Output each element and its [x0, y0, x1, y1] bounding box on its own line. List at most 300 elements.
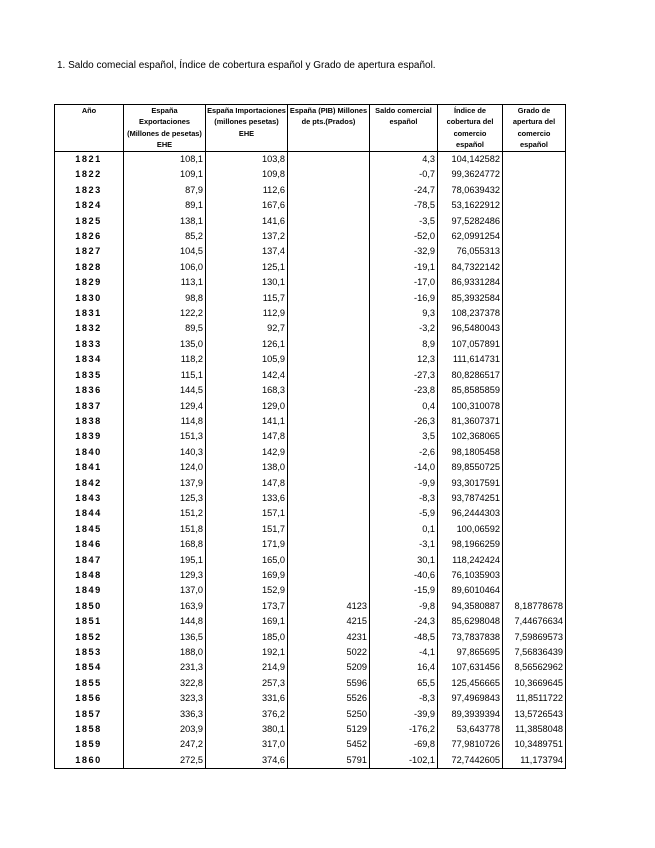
gdp-cell: 5129	[288, 722, 370, 737]
gdp-cell	[288, 244, 370, 259]
imports-cell: 92,7	[206, 321, 288, 336]
coverage-index-cell: 77,9810726	[438, 737, 503, 752]
exports-cell: 136,5	[124, 630, 206, 645]
openness-cell: 8,18778678	[503, 599, 566, 614]
gdp-cell: 5596	[288, 676, 370, 691]
year-cell: 1855	[55, 676, 124, 691]
imports-cell: 374,6	[206, 753, 288, 769]
trade-balance-cell: 0,1	[370, 522, 438, 537]
imports-cell: 157,1	[206, 506, 288, 521]
openness-cell: 11,3858048	[503, 722, 566, 737]
gdp-cell	[288, 183, 370, 198]
year-cell: 1860	[55, 753, 124, 769]
trade-balance-cell: 16,4	[370, 660, 438, 675]
year-cell: 1824	[55, 198, 124, 213]
coverage-index-cell: 89,6010464	[438, 583, 503, 598]
page-title: 1. Saldo comecial español, Índice de cobertura español y Grado de apertura español.	[57, 60, 436, 71]
openness-cell	[503, 337, 566, 352]
year-cell: 1847	[55, 553, 124, 568]
table-row	[55, 614, 566, 629]
trade-balance-cell: -19,1	[370, 260, 438, 275]
exports-cell: 188,0	[124, 645, 206, 660]
openness-cell: 7,56836439	[503, 645, 566, 660]
exports-cell: 144,5	[124, 383, 206, 398]
exports-cell: 231,3	[124, 660, 206, 675]
year-cell: 1838	[55, 414, 124, 429]
coverage-index-cell: 125,456665	[438, 676, 503, 691]
year-cell: 1841	[55, 460, 124, 475]
exports-cell: 336,3	[124, 707, 206, 722]
gdp-cell	[288, 260, 370, 275]
imports-cell: 129,0	[206, 399, 288, 414]
imports-cell: 141,1	[206, 414, 288, 429]
openness-cell	[503, 167, 566, 182]
openness-cell	[503, 553, 566, 568]
exports-cell: 151,3	[124, 429, 206, 444]
exports-cell: 114,8	[124, 414, 206, 429]
imports-cell: 331,6	[206, 691, 288, 706]
year-cell: 1831	[55, 306, 124, 321]
year-cell: 1833	[55, 337, 124, 352]
year-cell: 1825	[55, 214, 124, 229]
gdp-cell	[288, 583, 370, 598]
coverage-index-cell: 85,8585859	[438, 383, 503, 398]
imports-cell: 105,9	[206, 352, 288, 367]
table-row	[55, 275, 566, 290]
table-row	[55, 722, 566, 737]
gdp-cell	[288, 553, 370, 568]
trade-balance-cell: -27,3	[370, 368, 438, 383]
exports-cell: 135,0	[124, 337, 206, 352]
coverage-index-cell: 53,643778	[438, 722, 503, 737]
openness-cell	[503, 399, 566, 414]
exports-cell: 322,8	[124, 676, 206, 691]
gdp-cell: 5250	[288, 707, 370, 722]
table-row	[55, 753, 566, 769]
gdp-cell	[288, 337, 370, 352]
exports-cell: 137,0	[124, 583, 206, 598]
trade-balance-cell: -69,8	[370, 737, 438, 752]
column-header-year: Año	[55, 105, 124, 152]
year-cell: 1848	[55, 568, 124, 583]
exports-cell: 109,1	[124, 167, 206, 182]
trade-balance-cell: -52,0	[370, 229, 438, 244]
coverage-index-cell: 72,7442605	[438, 753, 503, 769]
openness-cell: 10,3669645	[503, 676, 566, 691]
year-cell: 1832	[55, 321, 124, 336]
trade-balance-cell: -78,5	[370, 198, 438, 213]
table-row	[55, 445, 566, 460]
table-row	[55, 399, 566, 414]
trade-balance-cell: -176,2	[370, 722, 438, 737]
exports-cell: 115,1	[124, 368, 206, 383]
gdp-cell	[288, 321, 370, 336]
exports-cell: 89,1	[124, 198, 206, 213]
table-row	[55, 368, 566, 383]
trade-balance-cell: -24,7	[370, 183, 438, 198]
table-row	[55, 260, 566, 275]
year-cell: 1846	[55, 537, 124, 552]
openness-cell	[503, 152, 566, 168]
imports-cell: 380,1	[206, 722, 288, 737]
trade-balance-cell: -23,8	[370, 383, 438, 398]
trade-balance-cell: 30,1	[370, 553, 438, 568]
table-row	[55, 522, 566, 537]
openness-cell	[503, 368, 566, 383]
year-cell: 1826	[55, 229, 124, 244]
imports-cell: 167,6	[206, 198, 288, 213]
exports-cell: 203,9	[124, 722, 206, 737]
openness-cell	[503, 352, 566, 367]
gdp-cell	[288, 522, 370, 537]
coverage-index-cell: 111,614731	[438, 352, 503, 367]
table-row	[55, 291, 566, 306]
gdp-cell	[288, 198, 370, 213]
openness-cell	[503, 414, 566, 429]
gdp-cell	[288, 275, 370, 290]
trade-balance-cell: -8,3	[370, 491, 438, 506]
trade-balance-cell: -39,9	[370, 707, 438, 722]
year-cell: 1857	[55, 707, 124, 722]
openness-cell	[503, 491, 566, 506]
column-header-exports: España Exportaciones (Millones de pesetas) EHE	[124, 105, 206, 152]
openness-cell	[503, 383, 566, 398]
table-row	[55, 506, 566, 521]
openness-cell	[503, 460, 566, 475]
gdp-cell	[288, 229, 370, 244]
coverage-index-cell: 100,310078	[438, 399, 503, 414]
trade-balance-cell: -15,9	[370, 583, 438, 598]
year-cell: 1829	[55, 275, 124, 290]
exports-cell: 113,1	[124, 275, 206, 290]
trade-balance-cell: 9,3	[370, 306, 438, 321]
imports-cell: 171,9	[206, 537, 288, 552]
exports-cell: 129,3	[124, 568, 206, 583]
trade-balance-cell: -26,3	[370, 414, 438, 429]
coverage-index-cell: 84,7322142	[438, 260, 503, 275]
gdp-cell	[288, 537, 370, 552]
imports-cell: 185,0	[206, 630, 288, 645]
gdp-cell	[288, 152, 370, 168]
coverage-index-cell: 97,4969843	[438, 691, 503, 706]
trade-balance-cell: -3,5	[370, 214, 438, 229]
year-cell: 1849	[55, 583, 124, 598]
openness-cell	[503, 183, 566, 198]
openness-cell	[503, 260, 566, 275]
gdp-cell	[288, 445, 370, 460]
trade-balance-cell: -4,1	[370, 645, 438, 660]
imports-cell: 317,0	[206, 737, 288, 752]
openness-cell	[503, 583, 566, 598]
header-row	[55, 105, 566, 152]
gdp-cell	[288, 368, 370, 383]
gdp-cell	[288, 476, 370, 491]
coverage-index-cell: 81,3607371	[438, 414, 503, 429]
imports-cell: 112,9	[206, 306, 288, 321]
exports-cell: 85,2	[124, 229, 206, 244]
imports-cell: 168,3	[206, 383, 288, 398]
coverage-index-cell: 98,1805458	[438, 445, 503, 460]
year-cell: 1852	[55, 630, 124, 645]
trade-balance-cell: 0,4	[370, 399, 438, 414]
imports-cell: 109,8	[206, 167, 288, 182]
openness-cell	[503, 537, 566, 552]
exports-cell: 247,2	[124, 737, 206, 752]
exports-cell: 104,5	[124, 244, 206, 259]
year-cell: 1840	[55, 445, 124, 460]
table-row	[55, 676, 566, 691]
gdp-cell	[288, 414, 370, 429]
openness-cell: 10,3489751	[503, 737, 566, 752]
exports-cell: 195,1	[124, 553, 206, 568]
table-row	[55, 553, 566, 568]
openness-cell	[503, 522, 566, 537]
exports-cell: 122,2	[124, 306, 206, 321]
openness-cell	[503, 568, 566, 583]
openness-cell	[503, 244, 566, 259]
coverage-index-cell: 85,3932584	[438, 291, 503, 306]
coverage-index-cell: 80,8286517	[438, 368, 503, 383]
table-row	[55, 645, 566, 660]
imports-cell: 257,3	[206, 676, 288, 691]
imports-cell: 169,1	[206, 614, 288, 629]
exports-cell: 137,9	[124, 476, 206, 491]
openness-cell: 7,59869573	[503, 630, 566, 645]
coverage-index-cell: 97,865695	[438, 645, 503, 660]
trade-balance-cell: -9,8	[370, 599, 438, 614]
imports-cell: 126,1	[206, 337, 288, 352]
gdp-cell	[288, 352, 370, 367]
exports-cell: 272,5	[124, 753, 206, 769]
imports-cell: 376,2	[206, 707, 288, 722]
year-cell: 1851	[55, 614, 124, 629]
trade-balance-cell: -8,3	[370, 691, 438, 706]
year-cell: 1821	[55, 152, 124, 168]
coverage-index-cell: 86,9331284	[438, 275, 503, 290]
coverage-index-cell: 89,8550725	[438, 460, 503, 475]
coverage-index-cell: 102,368065	[438, 429, 503, 444]
imports-cell: 151,7	[206, 522, 288, 537]
exports-cell: 129,4	[124, 399, 206, 414]
trade-balance-cell: -3,1	[370, 537, 438, 552]
gdp-cell: 5209	[288, 660, 370, 675]
trade-balance-cell: 3,5	[370, 429, 438, 444]
trade-balance-cell: -16,9	[370, 291, 438, 306]
table-row	[55, 321, 566, 336]
table-row	[55, 183, 566, 198]
trade-balance-cell: -14,0	[370, 460, 438, 475]
table-row	[55, 198, 566, 213]
year-cell: 1859	[55, 737, 124, 752]
imports-cell: 142,9	[206, 445, 288, 460]
trade-balance-cell: -48,5	[370, 630, 438, 645]
table-row	[55, 691, 566, 706]
table-row	[55, 491, 566, 506]
openness-cell	[503, 229, 566, 244]
column-header-trade-balance: Saldo comercial español	[370, 105, 438, 152]
table-row	[55, 352, 566, 367]
gdp-cell	[288, 383, 370, 398]
exports-cell: 138,1	[124, 214, 206, 229]
imports-cell: 130,1	[206, 275, 288, 290]
coverage-index-cell: 93,7874251	[438, 491, 503, 506]
imports-cell: 173,7	[206, 599, 288, 614]
openness-cell: 13,5726543	[503, 707, 566, 722]
openness-cell	[503, 476, 566, 491]
openness-cell	[503, 198, 566, 213]
coverage-index-cell: 94,3580887	[438, 599, 503, 614]
imports-cell: 138,0	[206, 460, 288, 475]
openness-cell: 8,56562962	[503, 660, 566, 675]
trade-balance-cell: -3,2	[370, 321, 438, 336]
exports-cell: 125,3	[124, 491, 206, 506]
table-row	[55, 583, 566, 598]
exports-cell: 144,8	[124, 614, 206, 629]
column-header-gdp: España (PIB) Millones de pts.(Prados)	[288, 105, 370, 152]
table-row	[55, 152, 566, 168]
table-row	[55, 737, 566, 752]
openness-cell	[503, 275, 566, 290]
year-cell: 1854	[55, 660, 124, 675]
trade-balance-cell: -5,9	[370, 506, 438, 521]
gdp-cell	[288, 399, 370, 414]
trade-balance-cell: -32,9	[370, 244, 438, 259]
coverage-index-cell: 93,3017591	[438, 476, 503, 491]
table-row	[55, 337, 566, 352]
coverage-index-cell: 85,6298048	[438, 614, 503, 629]
table-row	[55, 537, 566, 552]
openness-cell	[503, 291, 566, 306]
imports-cell: 169,9	[206, 568, 288, 583]
column-header-imports: España Importaciones (millones pesetas) EHE	[206, 105, 288, 152]
exports-cell: 106,0	[124, 260, 206, 275]
trade-balance-cell: -0,7	[370, 167, 438, 182]
table-row	[55, 707, 566, 722]
imports-cell: 137,2	[206, 229, 288, 244]
gdp-cell	[288, 291, 370, 306]
exports-cell: 98,8	[124, 291, 206, 306]
trade-balance-cell: -17,0	[370, 275, 438, 290]
coverage-index-cell: 98,1966259	[438, 537, 503, 552]
coverage-index-cell: 118,242424	[438, 553, 503, 568]
gdp-cell: 4231	[288, 630, 370, 645]
imports-cell: 112,6	[206, 183, 288, 198]
gdp-cell	[288, 167, 370, 182]
imports-cell: 141,6	[206, 214, 288, 229]
coverage-index-cell: 107,631456	[438, 660, 503, 675]
coverage-index-cell: 76,055313	[438, 244, 503, 259]
coverage-index-cell: 96,5480043	[438, 321, 503, 336]
year-cell: 1850	[55, 599, 124, 614]
openness-cell	[503, 321, 566, 336]
coverage-index-cell: 97,5282486	[438, 214, 503, 229]
gdp-cell	[288, 568, 370, 583]
exports-cell: 323,3	[124, 691, 206, 706]
imports-cell: 152,9	[206, 583, 288, 598]
imports-cell: 147,8	[206, 476, 288, 491]
trade-balance-cell: -9,9	[370, 476, 438, 491]
openness-cell	[503, 506, 566, 521]
coverage-index-cell: 96,2444303	[438, 506, 503, 521]
coverage-index-cell: 108,237378	[438, 306, 503, 321]
year-cell: 1858	[55, 722, 124, 737]
table-row	[55, 383, 566, 398]
year-cell: 1822	[55, 167, 124, 182]
table-row	[55, 460, 566, 475]
coverage-index-cell: 104,142582	[438, 152, 503, 168]
coverage-index-cell: 100,06592	[438, 522, 503, 537]
openness-cell: 7,44676634	[503, 614, 566, 629]
year-cell: 1856	[55, 691, 124, 706]
exports-cell: 87,9	[124, 183, 206, 198]
gdp-cell: 5526	[288, 691, 370, 706]
table-row	[55, 568, 566, 583]
year-cell: 1823	[55, 183, 124, 198]
gdp-cell: 4215	[288, 614, 370, 629]
table-row	[55, 476, 566, 491]
gdp-cell	[288, 491, 370, 506]
year-cell: 1844	[55, 506, 124, 521]
year-cell: 1853	[55, 645, 124, 660]
column-header-coverage-index: Índice de cobertura del comercio español	[438, 105, 503, 152]
coverage-index-cell: 107,057891	[438, 337, 503, 352]
gdp-cell: 5791	[288, 753, 370, 769]
imports-cell: 137,4	[206, 244, 288, 259]
gdp-cell: 4123	[288, 599, 370, 614]
trade-balance-cell: -40,6	[370, 568, 438, 583]
year-cell: 1845	[55, 522, 124, 537]
trade-balance-cell: -24,3	[370, 614, 438, 629]
exports-cell: 140,3	[124, 445, 206, 460]
trade-balance-cell: -102,1	[370, 753, 438, 769]
year-cell: 1827	[55, 244, 124, 259]
table-row	[55, 414, 566, 429]
trade-table	[54, 104, 566, 769]
year-cell: 1837	[55, 399, 124, 414]
table-row	[55, 599, 566, 614]
exports-cell: 108,1	[124, 152, 206, 168]
imports-cell: 192,1	[206, 645, 288, 660]
imports-cell: 165,0	[206, 553, 288, 568]
openness-cell	[503, 306, 566, 321]
exports-cell: 151,8	[124, 522, 206, 537]
trade-balance-cell: 65,5	[370, 676, 438, 691]
year-cell: 1830	[55, 291, 124, 306]
coverage-index-cell: 73,7837838	[438, 630, 503, 645]
year-cell: 1836	[55, 383, 124, 398]
exports-cell: 163,9	[124, 599, 206, 614]
gdp-cell	[288, 460, 370, 475]
openness-cell: 11,173794	[503, 753, 566, 769]
gdp-cell: 5022	[288, 645, 370, 660]
imports-cell: 115,7	[206, 291, 288, 306]
gdp-cell	[288, 214, 370, 229]
exports-cell: 124,0	[124, 460, 206, 475]
gdp-cell	[288, 429, 370, 444]
table-row	[55, 167, 566, 182]
trade-balance-cell: 4,3	[370, 152, 438, 168]
year-cell: 1828	[55, 260, 124, 275]
table-row	[55, 214, 566, 229]
imports-cell: 147,8	[206, 429, 288, 444]
imports-cell: 142,4	[206, 368, 288, 383]
imports-cell: 125,1	[206, 260, 288, 275]
gdp-cell	[288, 506, 370, 521]
imports-cell: 103,8	[206, 152, 288, 168]
coverage-index-cell: 99,3624772	[438, 167, 503, 182]
imports-cell: 133,6	[206, 491, 288, 506]
table-row	[55, 660, 566, 675]
